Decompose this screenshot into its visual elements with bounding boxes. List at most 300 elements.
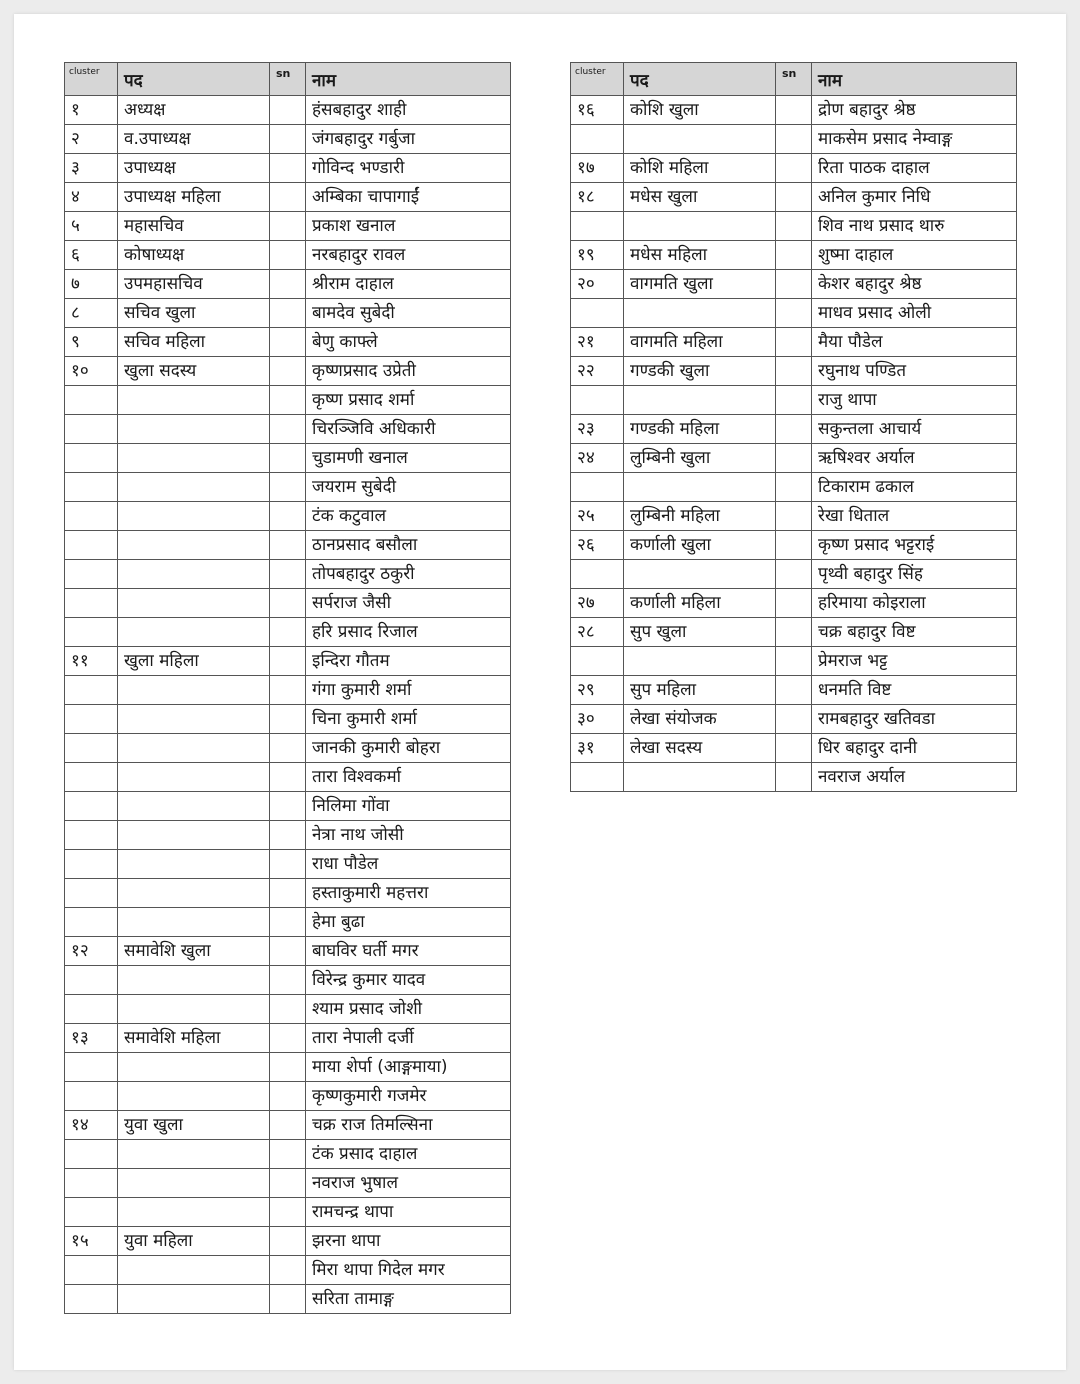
cell-naam: टंक कटुवाल bbox=[306, 502, 511, 531]
cell-sn bbox=[270, 328, 306, 357]
cell-sn bbox=[270, 531, 306, 560]
cell-pad: समावेशि महिला bbox=[118, 1024, 270, 1053]
cell-cluster bbox=[65, 589, 118, 618]
cell-cluster bbox=[65, 444, 118, 473]
cell-cluster bbox=[65, 734, 118, 763]
table-row bbox=[571, 328, 1017, 357]
cell-naam: टंक प्रसाद दाहाल bbox=[306, 1140, 511, 1169]
cell-cluster bbox=[571, 386, 624, 415]
cell-naam: कृष्ण प्रसाद शर्मा bbox=[306, 386, 511, 415]
table-row bbox=[65, 1111, 511, 1140]
cell-pad bbox=[624, 473, 776, 502]
table-row bbox=[571, 241, 1017, 270]
cell-sn bbox=[270, 96, 306, 125]
table-row bbox=[65, 502, 511, 531]
cell-naam: माधव प्रसाद ओली bbox=[812, 299, 1017, 328]
cell-cluster: २८ bbox=[571, 618, 624, 647]
cell-naam: चिरञ्जिवि अधिकारी bbox=[306, 415, 511, 444]
cell-cluster: १९ bbox=[571, 241, 624, 270]
cell-sn bbox=[270, 763, 306, 792]
cell-cluster: २१ bbox=[571, 328, 624, 357]
cell-sn bbox=[270, 1227, 306, 1256]
cell-cluster bbox=[65, 763, 118, 792]
cell-pad bbox=[118, 444, 270, 473]
cell-sn bbox=[776, 676, 812, 705]
table-row bbox=[65, 1198, 511, 1227]
cell-cluster bbox=[65, 1140, 118, 1169]
table-row bbox=[571, 531, 1017, 560]
table-row bbox=[65, 1227, 511, 1256]
cell-sn bbox=[776, 705, 812, 734]
cell-naam: कृष्णकुमारी गजमेर bbox=[306, 1082, 511, 1111]
cell-sn bbox=[270, 647, 306, 676]
cell-sn bbox=[776, 589, 812, 618]
cell-pad: उपाध्यक्ष bbox=[118, 154, 270, 183]
cell-sn bbox=[270, 1285, 306, 1314]
table-row bbox=[571, 676, 1017, 705]
table-row bbox=[571, 386, 1017, 415]
table-row bbox=[571, 154, 1017, 183]
table-row bbox=[571, 473, 1017, 502]
cell-cluster bbox=[65, 676, 118, 705]
cell-cluster: २४ bbox=[571, 444, 624, 473]
table-row bbox=[65, 1024, 511, 1053]
cell-naam: रामचन्द्र थापा bbox=[306, 1198, 511, 1227]
table-row bbox=[571, 212, 1017, 241]
header-pad: पद bbox=[118, 63, 270, 96]
cell-cluster: २७ bbox=[571, 589, 624, 618]
cell-sn bbox=[776, 241, 812, 270]
cell-naam: राजु थापा bbox=[812, 386, 1017, 415]
cell-sn bbox=[270, 1140, 306, 1169]
cell-pad: समावेशि खुला bbox=[118, 937, 270, 966]
cell-cluster: ७ bbox=[65, 270, 118, 299]
table-row bbox=[65, 154, 511, 183]
cell-pad bbox=[118, 1082, 270, 1111]
cell-cluster: ८ bbox=[65, 299, 118, 328]
cell-sn bbox=[270, 792, 306, 821]
cell-sn bbox=[270, 299, 306, 328]
cell-pad: गण्डकी महिला bbox=[624, 415, 776, 444]
cell-cluster bbox=[65, 908, 118, 937]
cell-naam: अनिल कुमार निधि bbox=[812, 183, 1017, 212]
table-header-row bbox=[65, 63, 511, 96]
cell-naam: बेणु काफ्ले bbox=[306, 328, 511, 357]
cell-naam: ऋषिश्वर अर्याल bbox=[812, 444, 1017, 473]
table-row bbox=[65, 937, 511, 966]
cell-cluster bbox=[65, 966, 118, 995]
cell-cluster bbox=[65, 1169, 118, 1198]
cell-pad: वागमति खुला bbox=[624, 270, 776, 299]
table-row bbox=[571, 415, 1017, 444]
cell-cluster bbox=[65, 792, 118, 821]
cell-pad bbox=[624, 647, 776, 676]
cell-cluster: ३ bbox=[65, 154, 118, 183]
cell-pad: उपाध्यक्ष महिला bbox=[118, 183, 270, 212]
cell-sn bbox=[270, 821, 306, 850]
cell-naam: केशर बहादुर श्रेष्ठ bbox=[812, 270, 1017, 299]
cell-sn bbox=[776, 154, 812, 183]
table-row bbox=[65, 676, 511, 705]
cell-naam: हेमा बुढा bbox=[306, 908, 511, 937]
table-row bbox=[571, 183, 1017, 212]
cell-naam: हंसबहादुर शाही bbox=[306, 96, 511, 125]
cell-pad bbox=[118, 995, 270, 1024]
cell-sn bbox=[776, 415, 812, 444]
table-row bbox=[571, 647, 1017, 676]
cell-sn bbox=[270, 705, 306, 734]
cell-sn bbox=[776, 618, 812, 647]
cell-sn bbox=[270, 473, 306, 502]
table-row bbox=[65, 647, 511, 676]
cell-naam: प्रेमराज भट्ट bbox=[812, 647, 1017, 676]
cell-cluster: १३ bbox=[65, 1024, 118, 1053]
cell-pad bbox=[118, 734, 270, 763]
table-row bbox=[65, 560, 511, 589]
cell-cluster bbox=[65, 1256, 118, 1285]
cell-pad: अध्यक्ष bbox=[118, 96, 270, 125]
cell-sn bbox=[270, 1169, 306, 1198]
cell-cluster: १८ bbox=[571, 183, 624, 212]
table-row bbox=[65, 328, 511, 357]
header-sn: sn bbox=[270, 63, 306, 96]
cell-sn bbox=[270, 937, 306, 966]
cell-pad bbox=[118, 618, 270, 647]
cell-naam: सर्पराज जैसी bbox=[306, 589, 511, 618]
table-row bbox=[65, 473, 511, 502]
cell-cluster: ११ bbox=[65, 647, 118, 676]
table-row bbox=[65, 734, 511, 763]
cell-pad bbox=[118, 589, 270, 618]
table-row bbox=[571, 502, 1017, 531]
cell-pad bbox=[118, 1053, 270, 1082]
cell-naam: जयराम सुबेदी bbox=[306, 473, 511, 502]
cell-pad: लुम्बिनी खुला bbox=[624, 444, 776, 473]
cell-cluster bbox=[65, 415, 118, 444]
cell-cluster bbox=[65, 1082, 118, 1111]
table-row bbox=[65, 125, 511, 154]
table-row bbox=[65, 705, 511, 734]
header-cluster: cluster bbox=[571, 63, 624, 96]
table-row bbox=[65, 415, 511, 444]
cell-naam: चक्र बहादुर विष्ट bbox=[812, 618, 1017, 647]
cell-naam: चिना कुमारी शर्मा bbox=[306, 705, 511, 734]
cell-sn bbox=[270, 154, 306, 183]
cell-cluster bbox=[65, 705, 118, 734]
cell-pad: युवा महिला bbox=[118, 1227, 270, 1256]
cell-pad: महासचिव bbox=[118, 212, 270, 241]
cell-pad: खुला महिला bbox=[118, 647, 270, 676]
cell-naam: शिव नाथ प्रसाद थारु bbox=[812, 212, 1017, 241]
cell-sn bbox=[270, 850, 306, 879]
cell-naam: टिकाराम ढकाल bbox=[812, 473, 1017, 502]
cell-naam: निलिमा गोंवा bbox=[306, 792, 511, 821]
cell-naam: नवराज भुषाल bbox=[306, 1169, 511, 1198]
table-row bbox=[571, 125, 1017, 154]
cell-naam: बाघविर घर्ती मगर bbox=[306, 937, 511, 966]
cell-pad bbox=[624, 386, 776, 415]
cell-sn bbox=[270, 908, 306, 937]
cell-pad bbox=[118, 879, 270, 908]
cell-naam: माकसेम प्रसाद नेम्वाङ्ग bbox=[812, 125, 1017, 154]
cell-naam: मैया पौडेल bbox=[812, 328, 1017, 357]
cell-cluster: १७ bbox=[571, 154, 624, 183]
cell-pad: कोषाध्यक्ष bbox=[118, 241, 270, 270]
cell-pad: सचिव खुला bbox=[118, 299, 270, 328]
cell-cluster bbox=[571, 763, 624, 792]
cell-sn bbox=[270, 589, 306, 618]
cell-sn bbox=[270, 618, 306, 647]
cell-naam: शुष्मा दाहाल bbox=[812, 241, 1017, 270]
table-row bbox=[65, 357, 511, 386]
cell-naam: नेत्रा नाथ जोसी bbox=[306, 821, 511, 850]
cell-pad bbox=[624, 212, 776, 241]
cell-sn bbox=[270, 212, 306, 241]
roster-body-left bbox=[65, 96, 511, 1314]
cell-naam: नरबहादुर रावल bbox=[306, 241, 511, 270]
cell-naam: रघुनाथ पण्डित bbox=[812, 357, 1017, 386]
cell-pad: उपमहासचिव bbox=[118, 270, 270, 299]
cell-cluster bbox=[65, 879, 118, 908]
cell-sn bbox=[776, 299, 812, 328]
cell-sn bbox=[270, 734, 306, 763]
cell-pad: लेखा संयोजक bbox=[624, 705, 776, 734]
cell-pad: युवा खुला bbox=[118, 1111, 270, 1140]
cell-cluster bbox=[65, 502, 118, 531]
cell-cluster: ६ bbox=[65, 241, 118, 270]
cell-naam: चुडामणी खनाल bbox=[306, 444, 511, 473]
cell-sn bbox=[270, 995, 306, 1024]
cell-cluster bbox=[65, 850, 118, 879]
cell-naam: विरेन्द्र कुमार यादव bbox=[306, 966, 511, 995]
cell-cluster bbox=[571, 560, 624, 589]
table-row bbox=[571, 444, 1017, 473]
table-row bbox=[65, 792, 511, 821]
cell-sn bbox=[270, 1024, 306, 1053]
cell-cluster: २५ bbox=[571, 502, 624, 531]
cell-sn bbox=[776, 647, 812, 676]
table-row bbox=[65, 995, 511, 1024]
cell-pad: वागमति महिला bbox=[624, 328, 776, 357]
cell-sn bbox=[270, 1082, 306, 1111]
cell-naam: राधा पौडेल bbox=[306, 850, 511, 879]
cell-pad bbox=[118, 415, 270, 444]
cell-pad bbox=[118, 473, 270, 502]
cell-naam: चक्र राज तिमल्सिना bbox=[306, 1111, 511, 1140]
roster-table-right bbox=[570, 62, 1017, 792]
cell-cluster: १४ bbox=[65, 1111, 118, 1140]
cell-pad: मधेस खुला bbox=[624, 183, 776, 212]
cell-pad: गण्डकी खुला bbox=[624, 357, 776, 386]
cell-naam: श्याम प्रसाद जोशी bbox=[306, 995, 511, 1024]
cell-pad bbox=[118, 966, 270, 995]
table-row bbox=[65, 386, 511, 415]
table-row bbox=[65, 531, 511, 560]
cell-cluster: २२ bbox=[571, 357, 624, 386]
cell-naam: तारा विश्वकर्मा bbox=[306, 763, 511, 792]
cell-cluster: २९ bbox=[571, 676, 624, 705]
cell-pad bbox=[118, 705, 270, 734]
cell-cluster bbox=[65, 531, 118, 560]
cell-cluster bbox=[571, 299, 624, 328]
cell-cluster: २३ bbox=[571, 415, 624, 444]
cell-cluster bbox=[571, 647, 624, 676]
cell-cluster bbox=[65, 1285, 118, 1314]
table-row bbox=[65, 589, 511, 618]
table-row bbox=[571, 705, 1017, 734]
cell-naam: सरिता तामाङ्ग bbox=[306, 1285, 511, 1314]
cell-pad bbox=[118, 502, 270, 531]
header-sn: sn bbox=[776, 63, 812, 96]
cell-naam: अम्बिका चापागाईं bbox=[306, 183, 511, 212]
cell-naam: पृथ्वी बहादुर सिंह bbox=[812, 560, 1017, 589]
cell-naam: सकुन्तला आचार्य bbox=[812, 415, 1017, 444]
cell-cluster: ३१ bbox=[571, 734, 624, 763]
table-row bbox=[65, 1285, 511, 1314]
cell-sn bbox=[270, 1198, 306, 1227]
header-naam: नाम bbox=[306, 63, 511, 96]
cell-pad bbox=[118, 821, 270, 850]
cell-pad: कोशि महिला bbox=[624, 154, 776, 183]
cell-pad bbox=[624, 299, 776, 328]
cell-pad bbox=[118, 560, 270, 589]
cell-sn bbox=[270, 357, 306, 386]
cell-cluster: २ bbox=[65, 125, 118, 154]
cell-sn bbox=[270, 241, 306, 270]
table-row bbox=[65, 966, 511, 995]
cell-pad bbox=[118, 792, 270, 821]
cell-cluster: २६ bbox=[571, 531, 624, 560]
cell-cluster: १० bbox=[65, 357, 118, 386]
cell-naam: झरना थापा bbox=[306, 1227, 511, 1256]
cell-naam: कृष्ण प्रसाद भट्टराई bbox=[812, 531, 1017, 560]
cell-cluster: १ bbox=[65, 96, 118, 125]
cell-naam: प्रकाश खनाल bbox=[306, 212, 511, 241]
cell-cluster bbox=[65, 995, 118, 1024]
table-row bbox=[65, 1140, 511, 1169]
roster-table-left bbox=[64, 62, 511, 1314]
cell-naam: गोविन्द भण्डारी bbox=[306, 154, 511, 183]
cell-sn bbox=[270, 444, 306, 473]
cell-naam: धिर बहादुर दानी bbox=[812, 734, 1017, 763]
cell-sn bbox=[270, 1256, 306, 1285]
cell-sn bbox=[270, 1053, 306, 1082]
cell-pad bbox=[624, 125, 776, 154]
cell-pad bbox=[118, 763, 270, 792]
document-page bbox=[14, 14, 1066, 1370]
cell-pad: लेखा सदस्य bbox=[624, 734, 776, 763]
header-cluster: cluster bbox=[65, 63, 118, 96]
cell-sn bbox=[270, 415, 306, 444]
cell-cluster: ५ bbox=[65, 212, 118, 241]
cell-cluster bbox=[65, 821, 118, 850]
cell-naam: जंगबहादुर गर्बुजा bbox=[306, 125, 511, 154]
cell-naam: मिरा थापा गिदेल मगर bbox=[306, 1256, 511, 1285]
cell-pad: कर्णाली महिला bbox=[624, 589, 776, 618]
table-row bbox=[571, 618, 1017, 647]
cell-sn bbox=[270, 560, 306, 589]
cell-pad: कोशि खुला bbox=[624, 96, 776, 125]
cell-cluster bbox=[65, 560, 118, 589]
cell-pad: सुप खुला bbox=[624, 618, 776, 647]
cell-sn bbox=[776, 212, 812, 241]
table-row bbox=[65, 1082, 511, 1111]
cell-cluster bbox=[65, 473, 118, 502]
table-row bbox=[65, 270, 511, 299]
cell-pad bbox=[624, 763, 776, 792]
cell-pad bbox=[118, 531, 270, 560]
table-row bbox=[65, 618, 511, 647]
cell-sn bbox=[270, 386, 306, 415]
cell-sn bbox=[776, 444, 812, 473]
cell-cluster bbox=[65, 386, 118, 415]
cell-naam: द्रोण बहादुर श्रेष्ठ bbox=[812, 96, 1017, 125]
cell-cluster: ४ bbox=[65, 183, 118, 212]
cell-sn bbox=[776, 328, 812, 357]
cell-sn bbox=[776, 96, 812, 125]
table-row bbox=[65, 183, 511, 212]
cell-cluster bbox=[65, 1053, 118, 1082]
cell-sn bbox=[776, 183, 812, 212]
cell-pad bbox=[118, 908, 270, 937]
cell-cluster: ३० bbox=[571, 705, 624, 734]
cell-pad: कर्णाली खुला bbox=[624, 531, 776, 560]
cell-pad bbox=[118, 850, 270, 879]
table-row bbox=[65, 821, 511, 850]
cell-naam: नवराज अर्याल bbox=[812, 763, 1017, 792]
cell-naam: गंगा कुमारी शर्मा bbox=[306, 676, 511, 705]
cell-naam: इन्दिरा गौतम bbox=[306, 647, 511, 676]
cell-naam: ठानप्रसाद बसौला bbox=[306, 531, 511, 560]
table-row bbox=[65, 212, 511, 241]
cell-pad bbox=[118, 1256, 270, 1285]
cell-sn bbox=[776, 386, 812, 415]
cell-sn bbox=[776, 125, 812, 154]
roster-body-right bbox=[571, 96, 1017, 792]
cell-pad bbox=[624, 560, 776, 589]
table-row bbox=[65, 299, 511, 328]
cell-sn bbox=[270, 183, 306, 212]
cell-naam: बामदेव सुबेदी bbox=[306, 299, 511, 328]
table-row bbox=[65, 1169, 511, 1198]
cell-naam: तारा नेपाली दर्जी bbox=[306, 1024, 511, 1053]
table-row bbox=[571, 357, 1017, 386]
table-row bbox=[571, 299, 1017, 328]
cell-sn bbox=[776, 473, 812, 502]
table-row bbox=[571, 734, 1017, 763]
cell-sn bbox=[270, 879, 306, 908]
cell-naam: माया शेर्पा (आङ्गमाया) bbox=[306, 1053, 511, 1082]
cell-pad bbox=[118, 676, 270, 705]
table-row bbox=[571, 763, 1017, 792]
cell-naam: धनमति विष्ट bbox=[812, 676, 1017, 705]
cell-pad bbox=[118, 1140, 270, 1169]
cell-sn bbox=[776, 357, 812, 386]
cell-naam: रेखा धिताल bbox=[812, 502, 1017, 531]
cell-sn bbox=[270, 1111, 306, 1140]
cell-cluster: १५ bbox=[65, 1227, 118, 1256]
cell-cluster: २० bbox=[571, 270, 624, 299]
table-row bbox=[65, 850, 511, 879]
cell-cluster bbox=[571, 212, 624, 241]
header-pad: पद bbox=[624, 63, 776, 96]
cell-sn bbox=[776, 560, 812, 589]
table-row bbox=[571, 270, 1017, 299]
cell-cluster: ९ bbox=[65, 328, 118, 357]
cell-cluster bbox=[571, 125, 624, 154]
cell-naam: रामबहादुर खतिवडा bbox=[812, 705, 1017, 734]
header-naam: नाम bbox=[812, 63, 1017, 96]
